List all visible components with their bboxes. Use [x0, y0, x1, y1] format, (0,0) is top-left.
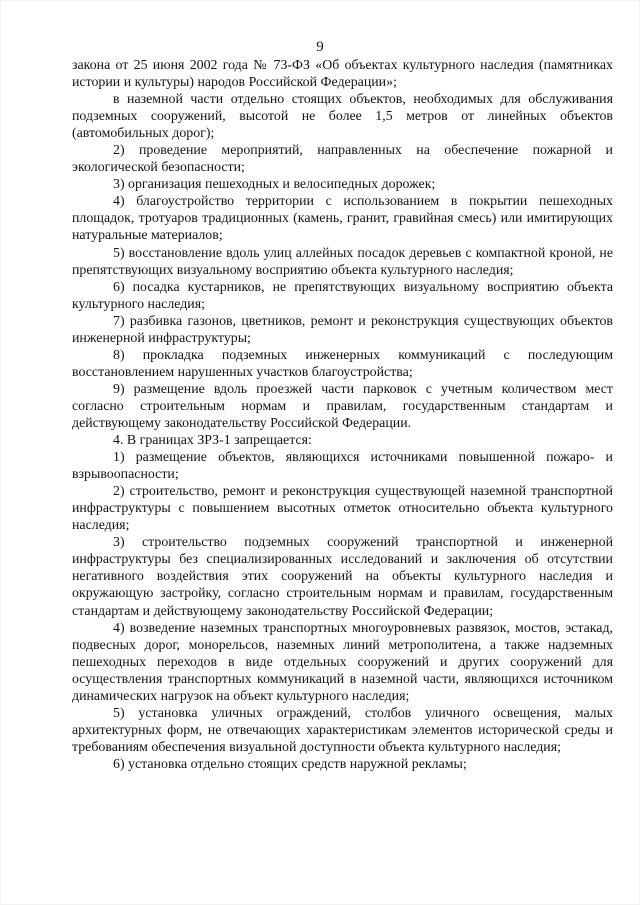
paragraph: 3) строительство подземных сооружений транспортной и инженерной инфраструктуры без специализированных исследований и заключения об отсутствии негативного воздействия этих сооружений на объекты культурного наследия и окружающую застройку, согласно строительным нормам и правилам, государственным стандартам и действующему законодательству Российской Федерации;	[72, 535, 613, 619]
paragraph: 1) размещение объектов, являющихся источниками повышенной пожаро- и взрывоопасности;	[72, 450, 613, 483]
paragraph: 8) прокладка подземных инженерных коммуникаций с последующим восстановлением нарушенных участков благоустройства;	[72, 347, 613, 380]
paragraph: 9) размещение вдоль проезжей части парковок с учетным количеством мест согласно строительным нормам и правилам, государственным стандартам и действующему законодательству Российской Федерации.	[72, 381, 613, 431]
paragraph: в наземной части отдельно стоящих объектов, необходимых для обслуживания подземных сооружений, высотой не более 1,5 метров от линейных объектов (автомобильных дорог);	[72, 92, 613, 142]
paragraph: 6) установка отдельно стоящих средств наружной рекламы;	[113, 756, 467, 772]
paragraph: 4) возведение наземных транспортных многоуровневых развязок, мостов, эстакад, подвесных дорог, монорельсов, наземных линий метрополитена, а также надземных пешеходных переходов в виде отдельных сооружений и других сооружений для осуществления транспортных коммуникаций в наземной части, являющихся источником динамических нагрузок на объект культурного наследия;	[72, 620, 613, 704]
paragraph: 7) разбивка газонов, цветников, ремонт и реконструкция существующих объектов инженерной инфраструктуры;	[72, 313, 613, 346]
document-body	[72, 57, 613, 773]
paragraph: закона от 25 июня 2002 года № 73-ФЗ «Об объектах культурного наследия (памятниках истории и культуры) народов Российской Федерации»;	[72, 58, 613, 91]
paragraph: 3) организация пешеходных и велосипедных дорожек;	[113, 177, 436, 193]
paragraph: 4) благоустройство территории с использованием в покрытии пешеходных площадок, тротуаров традиционных (камень, гранит, гравийная смесь) или имитирующих натуральные материалов;	[72, 194, 613, 244]
paragraph: 2) проведение мероприятий, направленных на обеспечение пожарной и экологической безопасности;	[72, 143, 613, 176]
paragraph: 5) установка уличных ограждений, столбов уличного освещения, малых архитектурных форм, не отвечающих характеристикам элементов исторической среды и требованиям обеспечения визуальной доступности объекта культурного наследия;	[72, 705, 613, 755]
paragraph: 4. В границах ЗРЗ-1 запрещается:	[113, 433, 312, 449]
paragraph: 5) восстановление вдоль улиц аллейных посадок деревьев с компактной кроной, не препятствующих визуальному восприятию объекта культурного наследия;	[72, 245, 613, 278]
page-number: 9	[316, 39, 324, 55]
paragraph: 6) посадка кустарников, не препятствующих визуальному восприятию объекта культурного наследия;	[72, 279, 613, 312]
paragraph: 2) строительство, ремонт и реконструкция существующей наземной транспортной инфраструктуры с повышением высотных отметок относительно объекта культурного наследия;	[72, 484, 613, 534]
